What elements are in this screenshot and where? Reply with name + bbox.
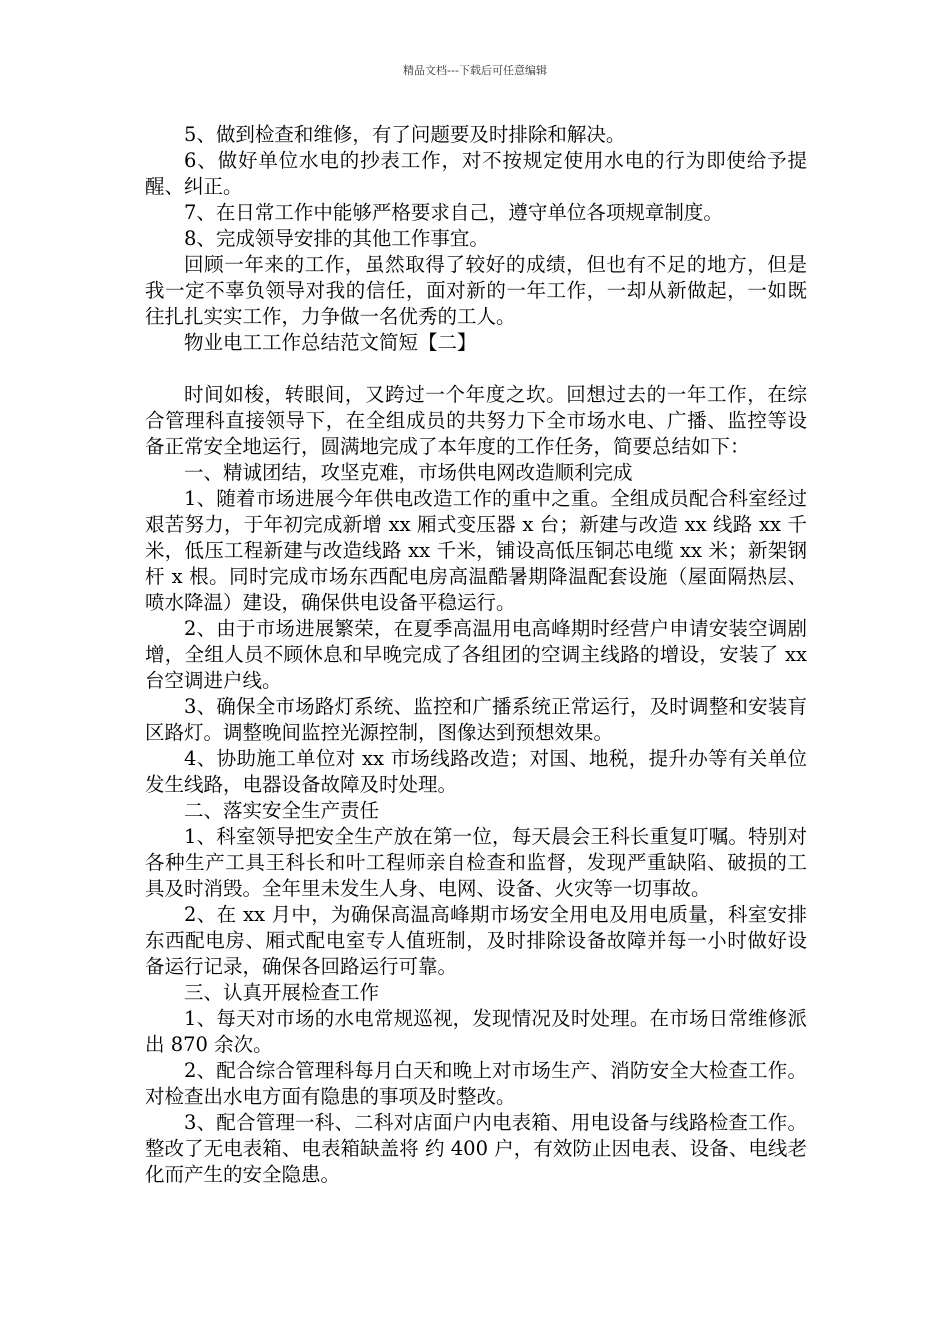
paragraph-item-8: 8、完成领导安排的其他工作事宜。: [184, 227, 489, 250]
page-header-note: 精品文档---下载后可任意编辑: [403, 64, 547, 77]
section-title: 物业电工工作总结范文简短【二】: [184, 331, 477, 354]
part3-item-3: 3、配合管理一科、二科对店面户内电表箱、用电设备与线路检查工作。整改了无电表箱、电表箱缺盖将 约 400 户，有效防止因电表、设备、电线老化而产生的安全隐患。: [145, 1111, 807, 1186]
part-heading-3: 三、认真开展检查工作: [184, 981, 380, 1004]
part2-item-1: 1、科室领导把安全生产放在第一位，每天晨会王科长重复叮嘱。特别对各种生产工具王科长和叶工程师亲自检查和监督，发现严重缺陷、破损的工具及时消毁。全年里未发生人身、电网、设备、火灾等一切事故。: [145, 825, 807, 900]
document-body: [145, 122, 807, 1188]
part3-item-2: 2、配合综合管理科每月白天和晚上对市场生产、消防安全大检查工作。对检查出水电方面有隐患的事项及时整改。: [145, 1059, 807, 1108]
paragraph-intro: 时间如梭，转眼间，又跨过一个年度之坎。回想过去的一年工作，在综合管理科直接领导下，在全组成员的共努力下全市场水电、广播、监控等设备正常安全地运行，圆满地完成了本年度的工作任务，简要总结如下：: [145, 383, 807, 458]
part1-item-2: 2、由于市场进展繁荣，在夏季高温用电高峰期时经营户申请安装空调剧增，全组人员不顾休息和早晚完成了各组团的空调主线路的增设，安装了 xx 台空调进户线。: [145, 617, 807, 692]
part3-item-1: 1、每天对市场的水电常规巡视，发现情况及时处理。在市场日常维修派出 870 余次。: [145, 1007, 807, 1056]
paragraph-item-5: 5、做到检查和维修，有了问题要及时排除和解决。: [184, 123, 626, 146]
paragraph-item-6: 6、做好单位水电的抄表工作，对不按规定使用水电的行为即使给予提醒、纠正。: [145, 149, 807, 198]
part1-item-4: 4、协助施工单位对 xx 市场线路改造；对国、地税，提升办等有关单位发生线路，电器设备故障及时处理。: [145, 747, 807, 796]
part-heading-1: 一、精诚团结，攻坚克难，市场供电网改造顺利完成: [184, 461, 633, 484]
blank-line: [145, 356, 807, 382]
part1-item-1: 1、随着市场进展今年供电改造工作的重中之重。全组成员配合科室经过艰苦努力，于年初完成新增 xx 厢式变压器 x 台；新建与改造 xx 线路 xx 千米，低压工程新建与改造线路 xx 千米，铺设高低压铜芯电缆 xx 米；新架钢杆 x 根。同时完成市场东西配电房高温酷暑期降温配套设施（屋面隔热层、喷水降温）建设，确保供电设备平稳运行。: [145, 487, 807, 614]
paragraph-item-7: 7、在日常工作中能够严格要求自己，遵守单位各项规章制度。: [184, 201, 723, 224]
paragraph-review: 回顾一年来的工作，虽然取得了较好的成绩，但也有不足的地方，但是我一定不辜负领导对我的信任，面对新的一年工作，一却从新做起，一如既往扎扎实实工作，力争做一名优秀的工人。: [145, 253, 807, 328]
part2-item-2: 2、在 xx 月中，为确保高温高峰期市场安全用电及用电质量，科室安排东西配电房、厢式配电室专人值班制，及时排除设备故障并每一小时做好设备运行记录，确保各回路运行可靠。: [145, 903, 807, 978]
part-heading-2: 二、落实安全生产责任: [184, 799, 380, 822]
part1-item-3: 3、确保全市场路灯系统、监控和广播系统正常运行，及时调整和安装肓区路灯。调整晚间监控光源控制，图像达到预想效果。: [145, 695, 807, 744]
